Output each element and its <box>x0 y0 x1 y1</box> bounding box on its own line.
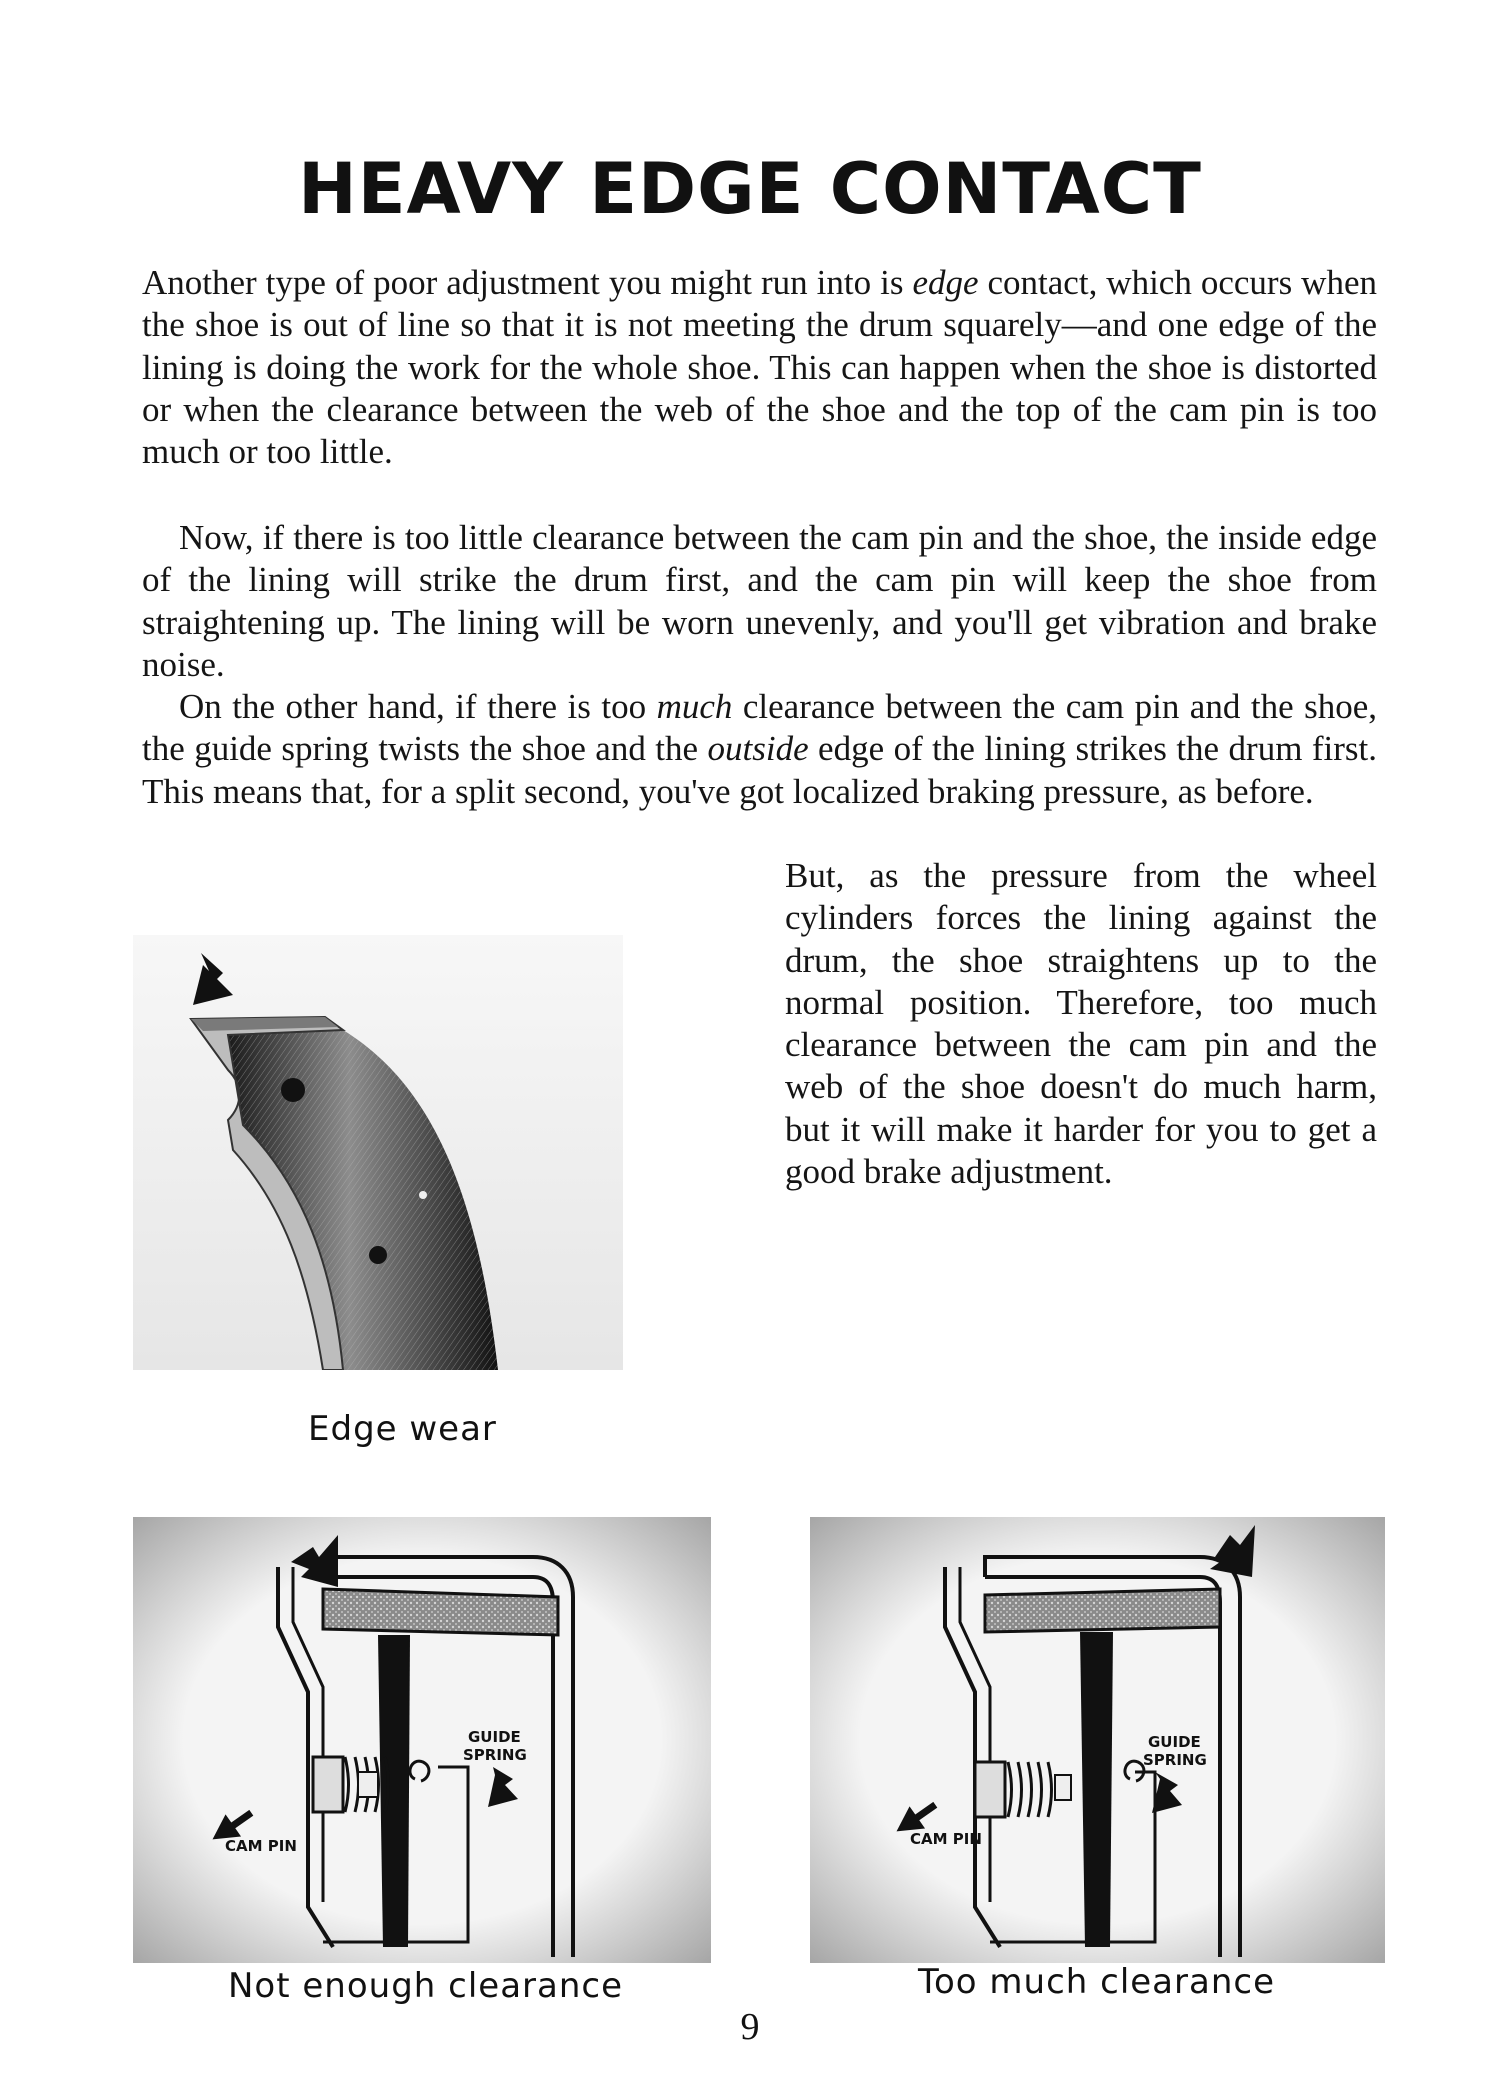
shoe-web <box>1080 1632 1113 1947</box>
not-enough-clearance-caption: Not enough clearance <box>228 1966 623 2006</box>
cam-pin-head <box>313 1757 343 1812</box>
paragraph-edge-contact <box>142 262 1377 473</box>
paragraph-too-little: Now, if there is too little clearance between the cam pin and the shoe, the inside edge of the lining will strike the drum first, and the cam pin will keep the shoe from straightening up. The lining will be worn unevenly, and you'll get vibration and brake noise. <box>142 518 1377 684</box>
paragraph-text: edge of the lining strikes the drum first. This means that, for a split second, you've got localized braking pressure, as before. <box>142 729 1377 811</box>
too-much-clearance-caption: Too much clearance <box>918 1962 1275 2002</box>
page-number: 9 <box>740 2006 760 2048</box>
paragraph-text: Another type of poor adjustment you might run into is <box>142 263 913 302</box>
paragraph-straightens: But, as the pressure from the wheel cylinders forces the lining against the drum, the shoe straightens up to the normal position. Therefore, too much clearance between the cam pin and the web of the shoe doesn't do much harm, but it will make it harder for you to get a good brake adjustment. <box>785 856 1377 1192</box>
cam-pin-label: CAM PIN <box>910 1830 982 1848</box>
edge-wear-caption: Edge wear <box>308 1409 497 1449</box>
paragraph-text: On the other hand, if there is too <box>179 687 657 726</box>
brake-lining <box>323 1589 558 1635</box>
diagram-background <box>133 1517 711 1963</box>
spring-label: SPRING <box>463 1746 527 1764</box>
rivet-hole <box>369 1246 387 1264</box>
cam-pin-head <box>975 1762 1005 1817</box>
cam-pin-label: CAM PIN <box>225 1837 297 1855</box>
shoe-web <box>378 1635 410 1947</box>
emphasis-outside: outside <box>707 729 809 769</box>
emphasis-much: much <box>656 687 733 726</box>
guide-label: GUIDE <box>468 1728 521 1746</box>
guide-label: GUIDE <box>1148 1733 1201 1751</box>
paragraph-text: contact, which occurs when the shoe is out of line so that it is not meeting the drum squarely—and one edge of the lining is doing the work for the whole shoe. This can happen when the shoe is distorted or when the clearance between the web of the shoe and the top of the cam pin is too much or too little. <box>142 263 1377 472</box>
rivet-hole <box>419 1191 427 1199</box>
paragraph-too-much <box>142 686 1377 813</box>
spring-label: SPRING <box>1143 1751 1207 1769</box>
too-much-clearance-diagram <box>810 1517 1385 1963</box>
page-title: HEAVY EDGE CONTACT <box>298 148 1202 230</box>
emphasis-edge: edge <box>912 263 979 302</box>
edge-wear-photo <box>133 935 623 1370</box>
paragraph-text: clearance between the cam pin and the shoe, the guide spring twists the shoe and the <box>142 687 1377 769</box>
rivet-hole <box>281 1078 305 1102</box>
not-enough-clearance-diagram <box>133 1517 711 1963</box>
brake-lining <box>985 1589 1220 1632</box>
